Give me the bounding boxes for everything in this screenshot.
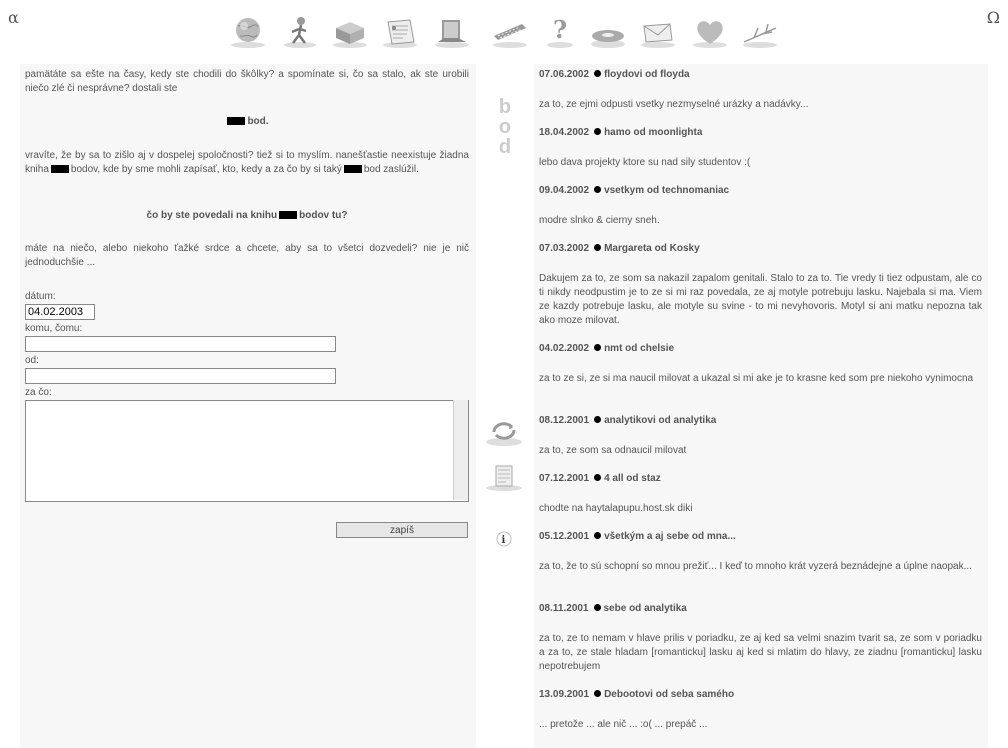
bullet-icon [594,532,601,539]
monitor-icon[interactable] [432,14,472,50]
keyboard-icon[interactable] [490,14,530,50]
entry-text: chodte na haytalapupu.host.sk diki [539,503,693,514]
entry-text: ... pretože ... ale nič ... :o( ... prepáč ... [539,719,708,730]
omega-link[interactable]: Ω [986,8,1000,27]
intro-form-panel [20,64,476,748]
entry-header[interactable]: 07.06.2002 floydovi od floyda [539,69,690,80]
black-square [344,165,362,173]
entry-header[interactable]: 05.12.2001 všetkým a aj sebe od mna... [539,531,736,542]
globe-icon[interactable] [228,14,268,50]
from-label: od: [25,355,39,366]
reason-textarea[interactable] [25,400,469,502]
from-field[interactable] [25,368,336,384]
black-square [279,211,297,219]
bullet-icon [594,244,601,251]
black-square [51,165,69,173]
entry-header[interactable]: 18.04.2002 hamo od moonlighta [539,127,703,138]
bullet-icon [594,604,601,611]
intro-question: čo by ste povedali na knihu bodov tu? [146,210,348,221]
entry-header[interactable]: 08.12.2001 analytikovi od analytika [539,415,717,426]
bod-letter: b [498,96,512,118]
entry-header[interactable]: 07.03.2002 Margareta od Kosky [539,243,700,254]
refresh-icon[interactable] [484,416,524,448]
entry-text: modre slnko & cierny sneh. [539,215,660,226]
info-icon[interactable] [484,528,524,560]
intro-paragraph-3: máte na niečo, alebo niekoho ťažké srdce a chcete, aby sa to všetci dozvedeli? nie je nič jednoduchšie ... [25,243,469,268]
entry-header[interactable]: 04.02.2002 nmt od chelsie [539,343,675,354]
question-icon[interactable] [540,14,580,50]
to-label: komu, čomu: [25,323,83,334]
entry-text: za to ze si, ze si ma naucil milovat a ukazal si mi ake je to krasne ked som pre niekoho vynimocna [539,373,974,384]
bullet-icon [594,344,601,351]
intro-bod-line: bod. [25,115,469,129]
disc-icon[interactable] [588,14,628,50]
entries-list [534,64,988,748]
reason-label: za čo: [25,387,52,398]
date-field[interactable] [25,304,95,320]
black-square [227,117,245,125]
entry-header[interactable]: 09.04.2002 vsetkym od technomaniac [539,185,730,196]
bullet-icon [594,186,601,193]
bullet-icon [594,474,601,481]
entry-text: lebo dava projekty ktore su nad sily studentov :( [539,157,751,168]
entry-text: za to, ze som sa odnaucil milovat [539,445,687,456]
entry-text: za to, ze ejmi odpusti vsetky nezmyselné urázky a nadávky... [539,99,809,110]
date-label: dátum: [25,291,56,302]
intro-paragraph-2: vravíte, že by sa to zišlo aj v dospelej spoločnosti? tiež si to myslím. nanešťastie neexistuje žiadna kniha bodov, kde by sme mohli zapísať, kto, kedy a za čo by si taký bod zaslúžil. [25,150,469,175]
bullet-icon [594,70,601,77]
bod-letter: d [498,136,512,158]
entry-header[interactable]: 07.12.2001 4 all od staz [539,473,661,484]
branch-icon[interactable] [740,14,780,50]
entry-text: za to, ze to nemam v hlave prilis v poriadku, ze aj ked sa velmi snazim tvarit sa, ze som v poriadku a za to, ze stale hladam [romanticku] lasku aj ked si mlatim do hlavy, ze ziadnu [romanticku] lasku nepotrebujem [539,633,982,672]
svg-text:?: ? [553,15,568,44]
entry-text: za to, že to sú schopní so mnou prežiť... I keď to mnoho krát vyzerá beznádejne a úplne naopak... [539,561,972,572]
envelope-icon[interactable] [638,14,678,50]
heart-icon[interactable] [690,14,730,50]
entry-header[interactable]: 08.11.2001 sebe od analytika [539,603,687,614]
intro-paragraph-1: pamätáte sa ešte na časy, kedy ste chodili do škôlky? a spomínate si, čo sa stalo, ak ste urobili niečo zlé či nesprávne? dostali ste [25,69,469,94]
box-icon[interactable] [330,14,370,50]
entry-text: Dakujem za to, ze som sa nakazil zapalom genitali. Stalo to za to. Tie vredy ti tiez odpustam, ale co ti nikdy neodpustim je to ze si mi raz povedala, ze aj motyle potrebuju lasku. Najebala si ma. Viem ze kazdy potrebuje lasku, ale motyle su svine - to mi nevyhovoris. Motyl si ani matku nepozna tak ako moze milovat. [539,273,982,326]
bod-letter: o [498,116,512,138]
bullet-icon [594,128,601,135]
alpha-link[interactable]: α [8,8,19,27]
textarea-scrollbar[interactable] [453,400,468,500]
bullet-icon [594,416,601,423]
person-icon[interactable] [280,14,320,50]
document-list-icon[interactable] [484,462,524,494]
submit-button[interactable]: zapíš [336,522,468,538]
svg-text:i: i [501,535,506,546]
document-icon[interactable] [380,14,420,50]
to-field[interactable] [25,336,336,352]
bullet-icon [594,690,601,697]
entry-header[interactable]: 13.09.2001 Debootovi od seba samého [539,689,735,700]
